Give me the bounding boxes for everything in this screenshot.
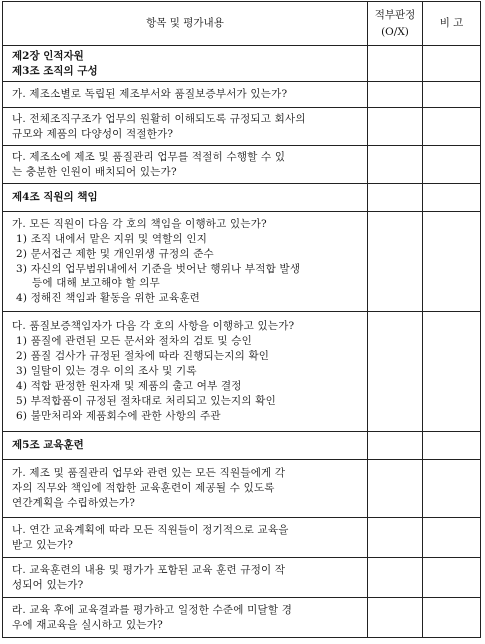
- table-header-row: [3, 2, 481, 46]
- evaluation-checklist-table: [2, 1, 481, 638]
- question-line: 우에 재교육을 실시하고 있는가?: [12, 618, 163, 631]
- judgement-cell[interactable]: [368, 432, 423, 460]
- table-row: [3, 518, 481, 558]
- sub-item: 1) 조직 내에서 맡은 지위 및 역할의 인지: [16, 232, 208, 245]
- sub-item: 2) 품질 검사가 규정된 절차에 따라 진행되는지의 확인: [16, 350, 270, 363]
- judgement-cell[interactable]: [368, 518, 423, 558]
- sub-item: 4) 적합 판정한 원자재 및 제품의 출고 여부 결정: [16, 379, 242, 392]
- question-intro: 가. 모든 직원이 다음 각 호의 책임을 이행하고 있는가?: [12, 217, 267, 230]
- sub-item: 등에 대해 보고해야 할 의무: [32, 277, 160, 290]
- judgement-cell[interactable]: [368, 312, 423, 432]
- remarks-cell[interactable]: [423, 460, 481, 518]
- sub-item: 3) 자신의 업무범위내에서 기준을 벗어난 행위나 부적합 발생: [16, 262, 301, 275]
- remarks-cell[interactable]: [423, 82, 481, 108]
- remarks-cell[interactable]: [423, 598, 481, 638]
- question-line: 규모와 제품의 다양성이 적절한가?: [12, 127, 174, 140]
- question-line: 나. 연간 교육계획에 따라 모든 직원들이 정기적으로 교육을: [12, 523, 289, 536]
- sub-item: 2) 문서접근 제한 및 개인위생 규정의 준수: [16, 247, 214, 260]
- judgement-cell[interactable]: [368, 108, 423, 146]
- section-row: [3, 184, 481, 212]
- header-remarks: 비 고: [423, 2, 481, 46]
- section-row: [3, 46, 481, 82]
- sub-item: 1) 품질에 관련된 모든 문서와 절차의 검토 및 승인: [16, 335, 252, 348]
- question-line: 자의 직무와 책임에 적합한 교육훈련이 제공될 수 있도록: [12, 482, 275, 495]
- sub-item: 3) 일탈이 있는 경우 이의 조사 및 기록: [16, 365, 197, 378]
- table-row: [3, 312, 481, 432]
- table-row: [3, 212, 481, 312]
- remarks-cell[interactable]: [423, 312, 481, 432]
- question-line: 성되어 있는가?: [12, 578, 84, 591]
- header-items: 항목 및 평가내용: [3, 2, 368, 46]
- question-cell: [3, 82, 368, 108]
- question-line: 다. 교육훈련의 내용 및 평가가 포함된 교육 훈련 규정이 작: [12, 563, 286, 576]
- remarks-cell[interactable]: [423, 558, 481, 598]
- question-intro: 다. 품질보증책임자가 다음 각 호의 사항을 이행하고 있는가?: [12, 320, 295, 333]
- judgement-cell[interactable]: [368, 212, 423, 312]
- judgement-cell[interactable]: [368, 558, 423, 598]
- question-line: 받고 있는가?: [12, 538, 74, 551]
- question-line: 연간계획을 수립하였는가?: [12, 496, 136, 509]
- article-title: 제4조 직원의 책임: [3, 184, 368, 212]
- remarks-cell[interactable]: [423, 518, 481, 558]
- table-row: [3, 460, 481, 518]
- table-row: [3, 558, 481, 598]
- article-title: 제3조 조직의 구성: [12, 64, 98, 77]
- chapter-title: 제2장 인적자원: [12, 49, 84, 62]
- question-line: 라. 교육 후에 교육결과를 평가하고 일정한 수준에 미달할 경: [12, 603, 293, 616]
- remarks-cell[interactable]: [423, 146, 481, 184]
- question-cell: [3, 598, 368, 638]
- question-cell: [3, 518, 368, 558]
- table-row: [3, 146, 481, 184]
- sub-item: 5) 부적합품이 규정된 절차대로 처리되고 있는지의 확인: [16, 394, 276, 407]
- question-line: 나. 전체조직구조가 업무의 원활히 이해되도록 규정되고 회사의: [12, 112, 306, 125]
- judgement-cell[interactable]: [368, 460, 423, 518]
- sub-item: 4) 정해진 책임과 활동을 위한 교육훈련: [16, 292, 201, 305]
- remarks-cell[interactable]: [423, 184, 481, 212]
- judgement-cell[interactable]: [368, 146, 423, 184]
- remarks-cell[interactable]: [423, 46, 481, 82]
- remarks-cell[interactable]: [423, 212, 481, 312]
- question-line: 가. 제조 및 품질관리 업무와 관련 있는 모든 직원들에게 각: [12, 467, 286, 480]
- remarks-cell[interactable]: [423, 432, 481, 460]
- table-row: [3, 82, 481, 108]
- question-cell: [3, 146, 368, 184]
- judgement-cell[interactable]: [368, 598, 423, 638]
- remarks-cell[interactable]: [423, 108, 481, 146]
- sub-item: 6) 불만처리와 제품회수에 관한 사항의 주관: [16, 409, 221, 422]
- table-row: [3, 108, 481, 146]
- section-heading: [3, 46, 368, 82]
- table-row: [3, 598, 481, 638]
- question-cell: [3, 460, 368, 518]
- judgement-cell[interactable]: [368, 46, 423, 82]
- question-line: 는 충분한 인원이 배치되어 있는가?: [12, 165, 177, 178]
- section-row: [3, 432, 481, 460]
- question-cell: [3, 558, 368, 598]
- question-cell: [3, 212, 368, 312]
- header-judgement: 적부판정 (O/X): [368, 2, 423, 46]
- question-line: 다. 제조소에 제조 및 품질관리 업무를 적절히 수행할 수 있: [12, 150, 286, 163]
- question-line: 가. 제조소별로 독립된 제조부서와 품질보증부서가 있는가?: [12, 88, 288, 101]
- question-cell: [3, 312, 368, 432]
- judgement-cell[interactable]: [368, 184, 423, 212]
- question-cell: [3, 108, 368, 146]
- article-title: 제5조 교육훈련: [3, 432, 368, 460]
- judgement-cell[interactable]: [368, 82, 423, 108]
